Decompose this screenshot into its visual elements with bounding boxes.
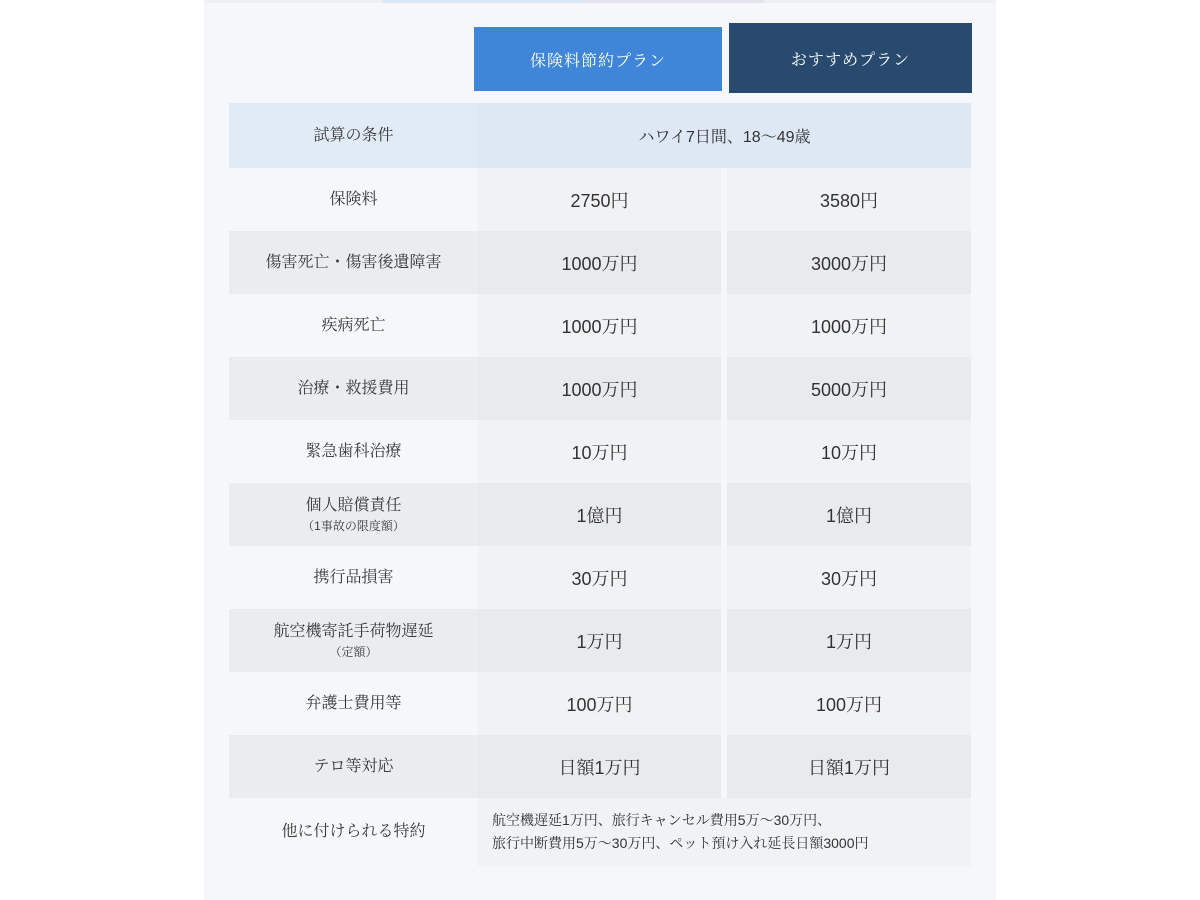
table-row (229, 546, 971, 609)
row-label-text: 緊急歯科治療 (305, 442, 402, 460)
condition-value-text: ハワイ7日間、18〜49歳 (638, 129, 811, 146)
table-row (229, 294, 971, 357)
row-sublabel-text: （1事故の限度額） (302, 518, 405, 533)
row-label-text: 疾病死亡 (321, 316, 386, 334)
row-label-cell (229, 357, 478, 420)
row-value-plan-economy: 30万円 (478, 546, 721, 609)
footer-row-value (478, 798, 971, 866)
row-value-plan-economy: 1000万円 (478, 294, 721, 357)
row-sublabel-text: （定額） (329, 644, 378, 659)
row-label-cell (229, 609, 478, 672)
row-value-plan-recommended: 5000万円 (727, 357, 971, 420)
top-edge-strip (204, 0, 996, 3)
table-row (229, 735, 971, 798)
table-row (229, 231, 971, 294)
row-label-cell (229, 420, 478, 483)
plan-tab-economy[interactable]: 保険料節約プラン (474, 27, 722, 91)
row-label-text: 傷害死亡・傷害後遺障害 (265, 253, 442, 271)
footer-value-lines (492, 809, 869, 855)
row-label-cell (229, 294, 478, 357)
row-label-cell (229, 483, 478, 546)
row-value-plan-economy: 1000万円 (478, 357, 721, 420)
table-row (229, 609, 971, 672)
footer-line-2: 旅行中断費用5万〜30万円、ペット預け入れ延長日額3000円 (492, 835, 869, 851)
row-label-text: 弁護士費用等 (305, 694, 402, 712)
table-row (229, 168, 971, 231)
condition-row-value (478, 103, 971, 168)
row-value-plan-recommended: 3000万円 (727, 231, 971, 294)
top-edge-segment-blue (383, 0, 584, 3)
top-edge-segment-lavender (584, 0, 764, 3)
footer-row-label (229, 798, 478, 866)
row-label-cell (229, 168, 478, 231)
table-row-condition (229, 103, 971, 168)
row-value-plan-recommended: 10万円 (727, 420, 971, 483)
row-value-plan-economy: 1000万円 (478, 231, 721, 294)
row-value-plan-economy: 日額1万円 (478, 735, 721, 798)
rows-container (229, 168, 971, 798)
row-value-plan-recommended: 日額1万円 (727, 735, 971, 798)
footer-line-1: 航空機遅延1万円、旅行キャンセル費用5万〜30万円、 (492, 811, 832, 828)
table-row-footer (229, 798, 971, 866)
plan-tab-recommended[interactable]: おすすめプラン (729, 23, 972, 93)
row-label-cell (229, 672, 478, 735)
row-label-cell (229, 231, 478, 294)
table-row (229, 483, 971, 546)
row-label-text: 他に付けられる特約 (281, 823, 426, 840)
row-label-cell (229, 735, 478, 798)
comparison-table (229, 103, 971, 866)
row-label-text: 試算の条件 (313, 126, 394, 144)
condition-row-label (229, 103, 478, 168)
row-label-text: テロ等対応 (313, 757, 394, 775)
row-label-text: 個人賠償責任 (305, 496, 402, 514)
row-value-plan-recommended: 100万円 (727, 672, 971, 735)
row-value-plan-recommended: 1億円 (727, 483, 971, 546)
row-value-plan-economy: 10万円 (478, 420, 721, 483)
table-row (229, 357, 971, 420)
row-value-plan-economy: 1億円 (478, 483, 721, 546)
table-row (229, 672, 971, 735)
plan-comparison-section (204, 0, 996, 900)
row-label-cell (229, 546, 478, 609)
row-value-plan-economy: 2750円 (478, 168, 721, 231)
row-value-plan-economy: 1万円 (478, 609, 721, 672)
row-value-plan-recommended: 30万円 (727, 546, 971, 609)
row-label-text: 治療・救援費用 (297, 379, 410, 397)
row-value-plan-recommended: 3580円 (727, 168, 971, 231)
row-label-text: 保険料 (329, 190, 378, 208)
table-row (229, 420, 971, 483)
row-value-plan-recommended: 1000万円 (727, 294, 971, 357)
row-label-text: 携行品損害 (313, 568, 394, 586)
row-value-plan-economy: 100万円 (478, 672, 721, 735)
row-label-text: 航空機寄託手荷物遅延 (273, 622, 434, 640)
row-value-plan-recommended: 1万円 (727, 609, 971, 672)
